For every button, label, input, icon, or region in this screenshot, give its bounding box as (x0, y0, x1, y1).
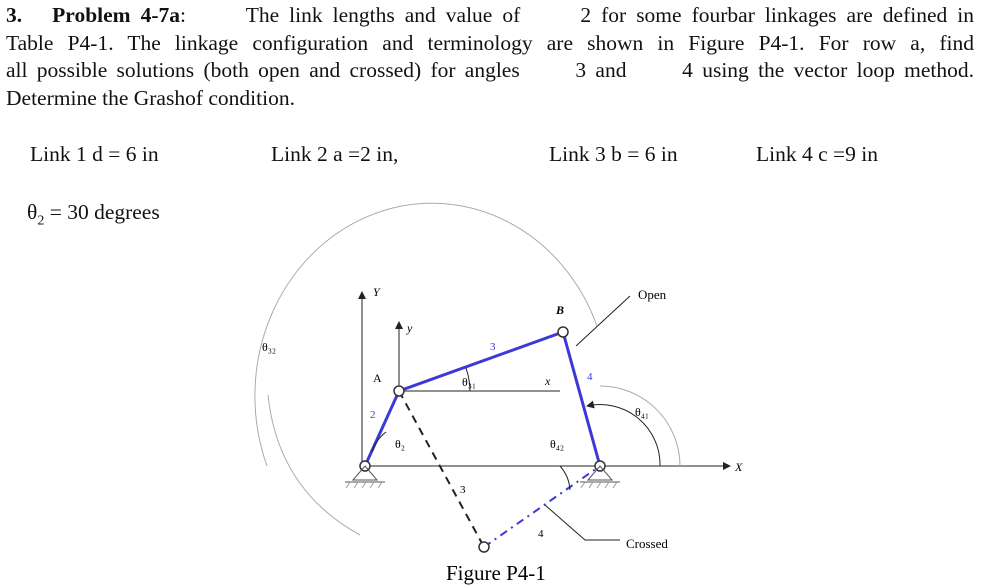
leader-crossed (545, 505, 620, 540)
label-theta31: θ₃₁ (462, 375, 477, 389)
label-crossed: Crossed (626, 536, 668, 551)
arc-locus-bottom (268, 395, 360, 535)
link-2 (365, 391, 399, 466)
given-link-4: Link 4 c =9 in (756, 142, 878, 166)
problem-line-4: Determine the Grashof condition. (6, 85, 295, 110)
label-open: Open (638, 287, 667, 302)
arc-theta42 (560, 466, 570, 490)
label-link4-open: 4 (587, 371, 593, 383)
label-y: y (407, 321, 413, 335)
link-4-open (563, 332, 600, 466)
figure-caption: Figure P4-1 (446, 561, 546, 585)
problem-number: 3. (6, 3, 23, 27)
theta-symbol: θ (27, 200, 38, 224)
label-x: x (545, 374, 551, 388)
problem-line-2: Table P4-1. The linkage configuration and terminology are shown in Figure P4-1. For row a, find (6, 30, 974, 55)
problem-line-3c: 4 using the vector loop method. (682, 58, 974, 82)
problem-line-3b: 3 and (575, 58, 627, 82)
link-3-crossed (399, 391, 484, 547)
problem-title: Problem 4-7a (52, 3, 181, 27)
problem-line-3a: all possible solutions (both open and crossed) for angles (6, 58, 520, 82)
problem-line-1b: 2 for some fourbar linkages are defined in (580, 3, 974, 27)
given-link-2: Link 2 a =2 in, (271, 142, 399, 166)
label-theta42: θ₄₂ (550, 437, 565, 451)
problem-colon: : (180, 3, 186, 27)
label-link4-crossed: 4 (538, 528, 544, 540)
given-link-1: Link 1 d = 6 in (30, 142, 159, 166)
given-link-3: Link 3 b = 6 in (549, 142, 678, 166)
theta-subscript: 2 (37, 213, 45, 229)
link-3-open (399, 332, 563, 391)
label-A: A (373, 371, 382, 385)
arc-theta41-outer (600, 386, 680, 466)
label-Y: Y (373, 285, 380, 299)
label-theta2: θ₂ (395, 437, 405, 451)
label-theta41: θ₄₁ (635, 405, 650, 419)
label-link3-crossed: 3 (460, 484, 466, 496)
problem-line-1a: The link lengths and value of (245, 3, 521, 27)
label-link2: 2 (370, 409, 376, 421)
label-theta32: θ₃₂ (262, 340, 277, 354)
pivot-A (394, 386, 404, 396)
theta-value: = 30 degrees (49, 200, 160, 224)
pivot-B (558, 327, 568, 337)
label-X: X (735, 460, 743, 474)
arc-locus-top (255, 203, 597, 466)
leader-open (576, 296, 630, 346)
pivot-B-crossed (479, 542, 489, 552)
label-B: B (556, 303, 565, 317)
label-link3-open: 3 (490, 341, 496, 353)
